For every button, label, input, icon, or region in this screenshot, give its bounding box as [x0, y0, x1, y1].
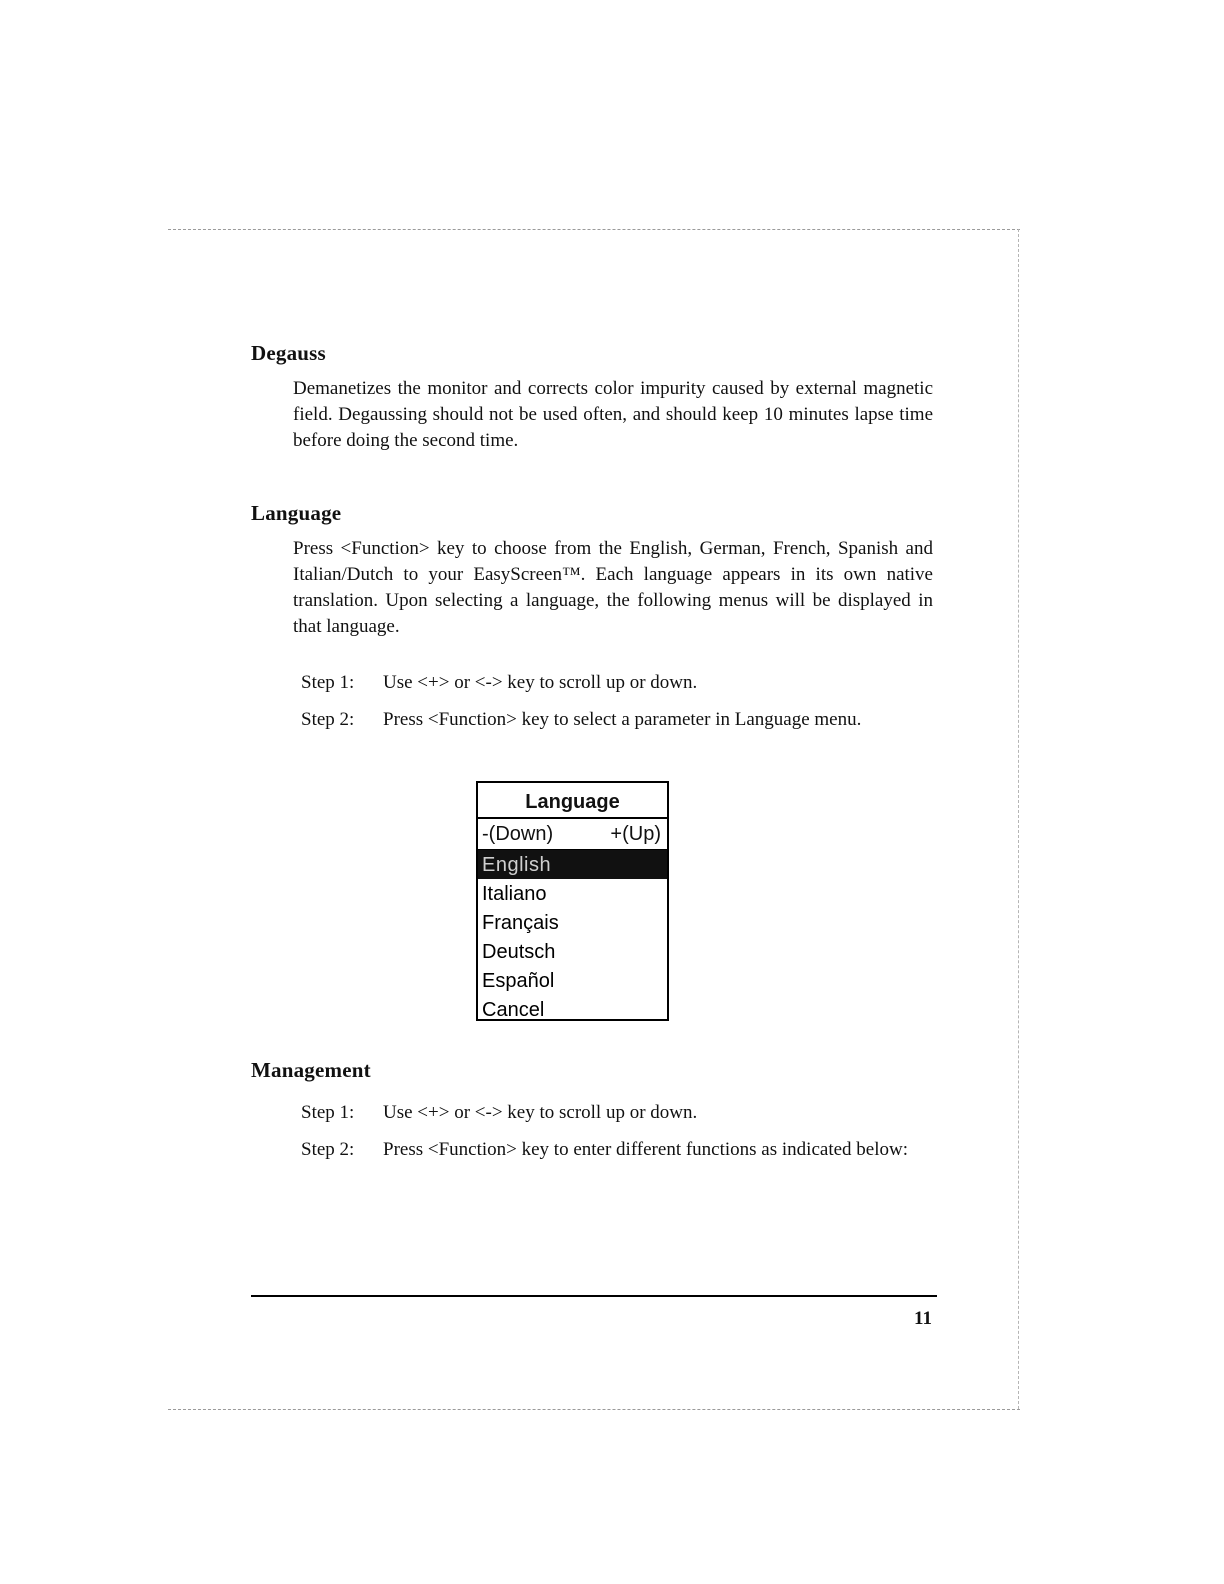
- language-osd-menu: [476, 781, 669, 1021]
- down-key-label: -(Down): [482, 823, 554, 845]
- language-step-1: [301, 670, 935, 696]
- scan-edge-right: [1018, 229, 1019, 1409]
- step-text: Press <Function> key to enter different functions as indicated below:: [383, 1139, 908, 1160]
- menu-item-francais: Français: [482, 912, 559, 934]
- step-label: Step 2:: [301, 1139, 355, 1160]
- menu-item-italiano: Italiano: [482, 883, 547, 905]
- scan-edge-top: [168, 229, 1020, 230]
- menu-item-english: English: [478, 850, 667, 879]
- management-step-1: [301, 1100, 935, 1126]
- menu-title: Language: [478, 783, 667, 819]
- step-text: Use <+> or <-> key to scroll up or down.: [383, 1102, 698, 1123]
- menu-item-deutsch: Deutsch: [482, 941, 556, 963]
- management-step-2: [301, 1137, 935, 1163]
- step-text: Press <Function> key to select a parameter in Language menu.: [383, 709, 862, 730]
- page-number: 11: [914, 1308, 932, 1329]
- menu-nav-row: [478, 819, 667, 850]
- step-label: Step 1:: [301, 672, 355, 693]
- heading-language: Language: [251, 501, 342, 525]
- language-options: [478, 850, 667, 1024]
- heading-management: Management: [251, 1058, 371, 1082]
- footer-rule: [251, 1295, 937, 1297]
- step-text: Use <+> or <-> key to scroll up or down.: [383, 672, 698, 693]
- menu-item-cancel: Cancel: [482, 999, 545, 1021]
- menu-item-espanol: Español: [482, 970, 555, 992]
- language-step-2: [301, 707, 935, 733]
- step-label: Step 1:: [301, 1102, 355, 1123]
- up-key-label: +(Up): [610, 823, 661, 845]
- step-label: Step 2:: [301, 709, 355, 730]
- language-description: Press <Function> key to choose from the English, German, French, Spanish and Italian/Dutch to your EasyScreen™. Each language appears in its own native translation. Upon selecting a language, the following menus will be displayed in that language.: [293, 538, 933, 637]
- heading-degauss: Degauss: [251, 341, 326, 365]
- scan-edge-bottom: [168, 1409, 1020, 1410]
- degauss-description: Demanetizes the monitor and corrects color impurity caused by external magnetic field. Degaussing should not be used often, and should keep 10 minutes lapse time before doing the second time.: [293, 378, 933, 451]
